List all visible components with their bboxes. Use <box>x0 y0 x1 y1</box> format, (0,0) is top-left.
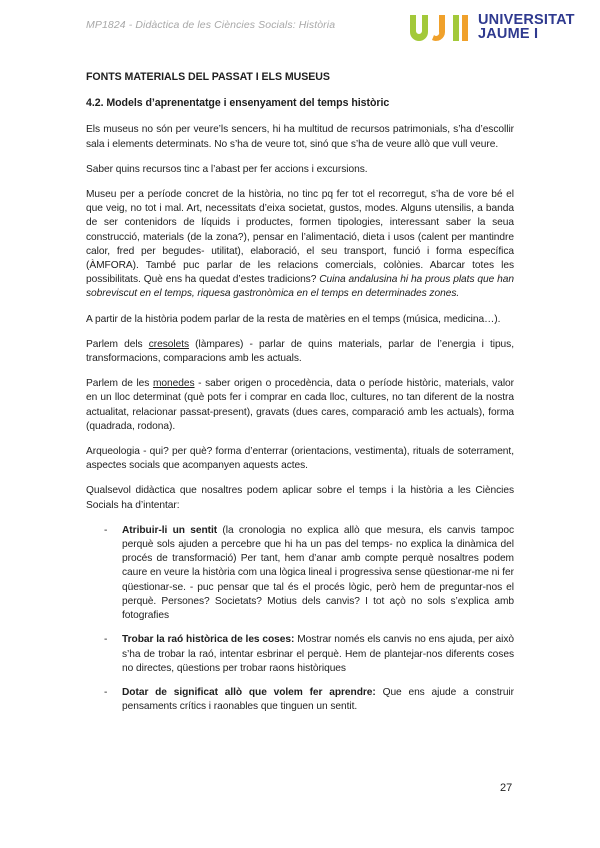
bullet-dash: - <box>104 634 108 646</box>
paragraph-lamps-pre: Parlem dels <box>86 338 149 350</box>
bullet-dash: - <box>104 524 108 536</box>
list-item <box>86 524 514 623</box>
paragraph-museums: Els museus no són per veure’ls sencers, hi ha multitud de recursos patrimonials, s’ha d’escollir sala i elements determinats. No s’ha de veure tot, sinó que s’ha de veure allò que vull veure. <box>86 124 514 150</box>
bullet-text: Que ens ajude a construir pensaments crítics i raonables que tinguen un sentit. <box>122 686 514 713</box>
university-logo <box>409 12 579 46</box>
list-item <box>86 633 514 676</box>
paragraph-coins-pre: Parlem de les <box>86 378 153 390</box>
bullet-list <box>86 524 514 714</box>
bullet-text: Mostrar només els canvis no ens ajuda, per això s’ha de trobar la raó, intentar esbrinar el perquè. Hem de plantejar-nos diferents coses no directes, qüestions per trobar raons històriques <box>122 634 514 674</box>
paragraph-didactics: Qualsevol didàctica que nosaltres podem aplicar sobre el temps i la història a les Ciències Socials ha d’intentar: <box>86 485 514 511</box>
paragraph-coins-post: - saber origen o procedència, data o període històric, materials, valor en un lloc determinat (què pots fer i comprar en cada lloc, cultures, no tan diferent de la nostra actualitat, relacionar passat-present), gravats (dues cares, comparació amb les actuals), forma (quadrada, rodona). <box>86 378 514 432</box>
bullet-title: Dotar de significat allò que volem fer aprendre: <box>122 686 376 698</box>
paragraph-coins <box>86 377 514 434</box>
paragraph-resources: Saber quins recursos tinc a l’abast per fer accions i excursions. <box>86 163 368 175</box>
paragraph-museum-period <box>86 188 514 302</box>
paragraph-lamps-post: (làmpares) - parlar de quins materials, parlar de l’energia i tipus, transformacions, comparacions amb les actuals. <box>86 338 514 365</box>
logo-text <box>478 13 575 41</box>
uji-logo-icon <box>409 12 473 44</box>
running-header: MP1824 - Didàctica de les Ciències Socials: Història <box>86 19 336 31</box>
paragraph-archaeology: Arqueologia - qui? per què? forma d’enterrar (orientacions, vestimenta), rituals de soterrament, aspectes socials que acompanyen aquests actes. <box>86 446 514 472</box>
section-title: FONTS MATERIALS DEL PASSAT I ELS MUSEUS <box>86 71 330 83</box>
logo-line-1: UNIVERSITAT <box>478 12 575 28</box>
paragraph-museum-period-text: Museu per a període concret de la història, no tinc pq fer tot el recorregut, s’ha de vore bé el que veig, no tot i mal. Art, necessitats d’eixa societat, gustos, modes. Alguns utensilis, a banda de ser contenidors de líquids i productes, formen tipologies, interessant saber la seua construcció, materials (de la zona?), pensar en l’alimentació, dieta i usos (calent per mantindre calor, fred per begudes- utilitat), elaboració, el seu transport, funció i forma específica (ÀMFORA). També puc parlar de les relacions comercials, colònies. Abarcar totes les possibilitats. Què ens ha quedat d’estes tradicions? <box>86 189 514 286</box>
document-body <box>86 70 514 724</box>
coins-underlined-term: monedes <box>152 378 195 390</box>
page-number: 27 <box>500 782 513 794</box>
bullet-title: Atribuir-li un sentit <box>122 524 218 536</box>
bullet-text: (la cronologia no explica allò que mesura, els canvis tampoc perquè sols ajuden a percebre que hi ha un pas del temps- no explica la dinàmica del procés de transformació) Per tant, hem d’anar amb compte perquè nosaltres podem caure en veure la història com una lògica lineal i progressiva sense qüestionar-me ni fer qüestionar-se. - puc pensar que tal és el procés lògic, però hem de preguntar-nos el perquè. Persones? Societats? Motius dels canvis? I tot açò no sols s’explica amb fotografies <box>122 524 514 622</box>
subsection-title: 4.2. Models d’aprenentatge i ensenyament del temps històric <box>86 97 390 110</box>
logo-line-2: JAUME I <box>478 26 539 42</box>
bullet-title: Trobar la raó històrica de les coses: <box>122 634 295 646</box>
paragraph-lamps <box>86 338 514 366</box>
paragraph-museum-period-italic: Cuina andalusina hi ha prous plats que han sobreviscut en el temps, riquesa gastronòmica en el temps en determinades zones. <box>86 274 514 300</box>
bullet-dash: - <box>104 686 108 698</box>
list-item <box>86 686 514 714</box>
lamps-underlined-term: cresolets <box>148 338 190 350</box>
paragraph-other-subjects: A partir de la història podem parlar de la resta de matèries en el temps (música, medicina…). <box>86 313 501 325</box>
